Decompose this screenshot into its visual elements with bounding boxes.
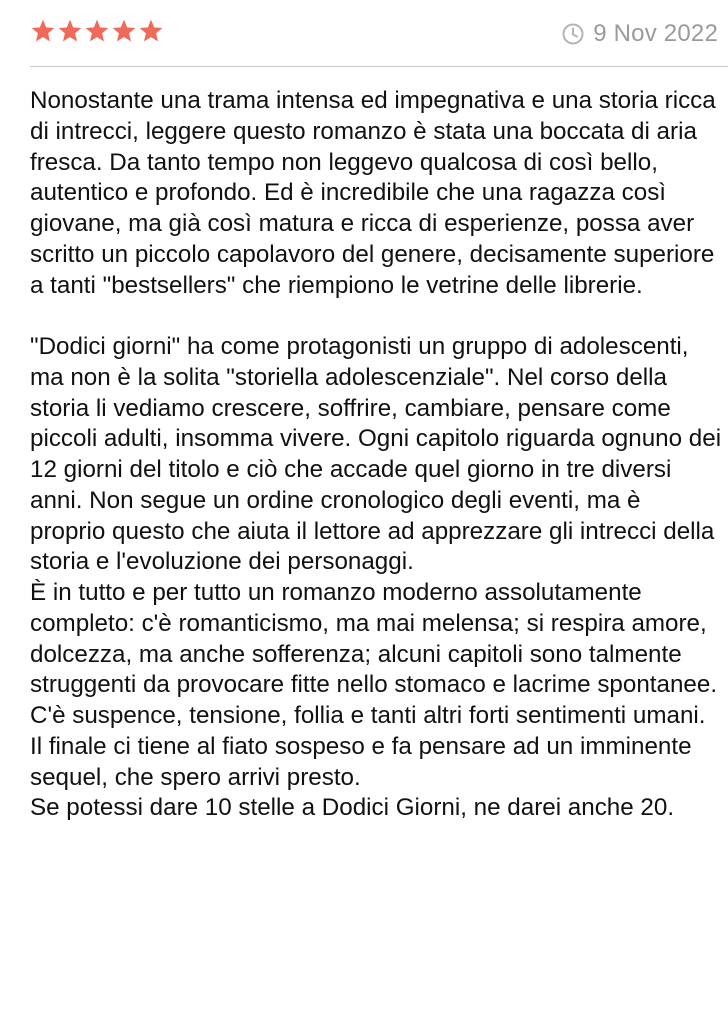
review-paragraph: È in tutto e per tutto un romanzo moderno assolutamente completo: c'è romanticismo, ma mai melensa; si respira amore, dolcezza, ma anche sofferenza; alcuni capitoli sono talmente struggenti da provocare fitte nello stomaco e lacrime spontanee. C'è suspence, tensione, follia e tanti altri forti sentimenti umani. Il finale ci tiene al fiato sospeso e fa pensare ad un imminente sequel, che spero arrivi presto. (30, 579, 718, 791)
star-icon (138, 18, 164, 44)
star-icon (57, 18, 83, 44)
divider (30, 66, 728, 67)
review-body (30, 86, 722, 824)
star-rating (30, 18, 164, 44)
clock-icon (561, 22, 585, 46)
star-icon (30, 18, 56, 44)
date-text: 9 Nov 2022 (593, 20, 718, 47)
review-paragraph: Nonostante una trama intensa ed impegnativa e una storia ricca di intrecci, leggere questo romanzo è stata una boccata di aria fresca. Da tanto tempo non leggevo qualcosa di così bello, autentico e profondo. Ed è incredibile che una ragazza così giovane, ma già così matura e ricca di esperienze, possa aver scritto un piccolo capolavoro del genere, decisamente superiore a tanti "bestsellers" che riempiono le vetrine delle librerie. (30, 87, 716, 299)
review-paragraph: Se potessi dare 10 stelle a Dodici Giorni, ne darei anche 20. (30, 794, 675, 822)
review-header (0, 0, 728, 68)
review-date (561, 20, 718, 48)
star-icon (111, 18, 137, 44)
star-icon (84, 18, 110, 44)
paragraph-spacer (30, 301, 722, 332)
review-paragraph: "Dodici giorni" ha come protagonisti un gruppo di adolescenti, ma non è la solita "storiella adolescenziale". Nel corso della storia li vediamo crescere, soffrire, cambiare, pensare come piccoli adulti, insomma vivere. Ogni capitolo riguarda ognuno dei 12 giorni del titolo e ciò che accade quel giorno in tre diversi anni. Non segue un ordine cronologico degli eventi, ma è proprio questo che aiuta il lettore ad apprezzare gli intrecci della storia e l'evoluzione dei personaggi. (30, 333, 722, 576)
